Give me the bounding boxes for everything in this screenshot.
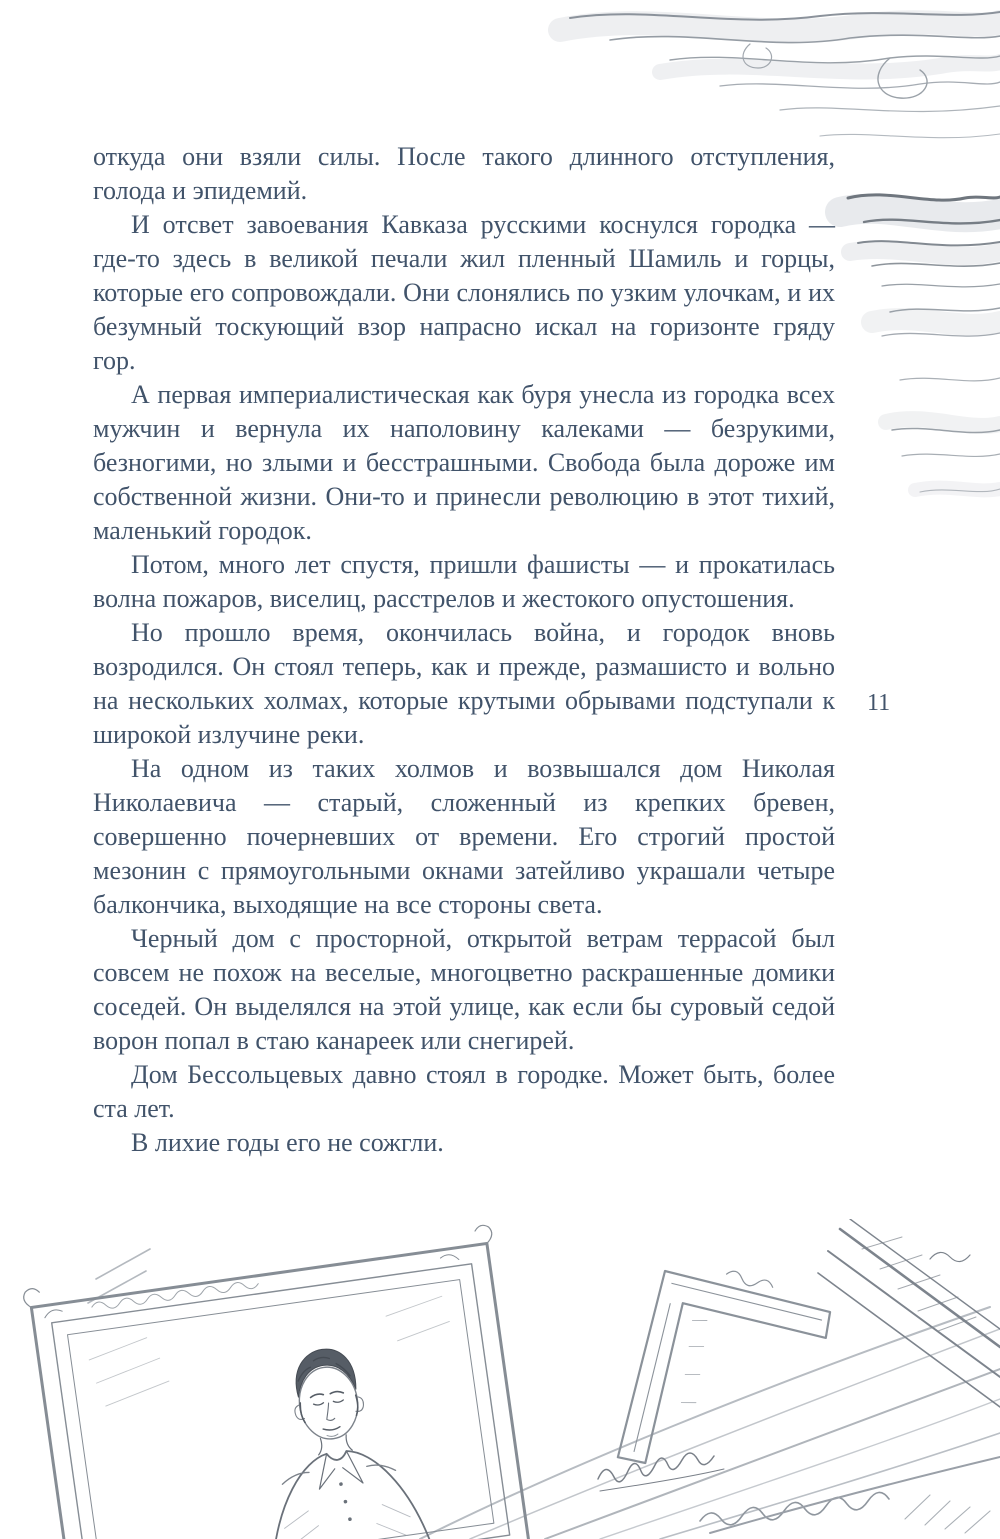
text-block xyxy=(93,140,835,1160)
picture-frames-sketch-illustration xyxy=(0,1219,1000,1539)
paragraph: Потом, много лет спустя, пришли фашисты — и прокатилась волна пожаров, виселиц, расстрелов и жестокого опустошения. xyxy=(93,550,835,613)
page-number: 11 xyxy=(867,690,891,716)
paragraph: Но прошло время, окончилась война, и городок вновь возродился. Он стоял теперь, как и прежде, размашисто и вольно на нескольких холмах, которые крутыми обрывами подступали к широкой излучине реки. xyxy=(93,618,835,749)
paragraph: А первая империалистическая как буря унесла из городка всех мужчин и вернула их наполовину калеками — безрукими, безногими, но злыми и бесстрашными. Свобода была дороже им собственной жизни. Они-то и принесли революцию в этот тихий, маленький городок. xyxy=(93,380,835,545)
paragraph: Черный дом с просторной, открытой ветрам террасой был совсем не похож на веселые, многоцветно раскрашенные домики соседей. Он выделялся на этой улице, как если бы суровый седой ворон попал в стаю канареек или снегирей. xyxy=(93,924,835,1055)
paragraph: откуда они взяли силы. После такого длинного отступления, голода и эпидемий. xyxy=(93,142,835,205)
paragraph: Дом Бессольцевых давно стоял в городке. Может быть, более ста лет. xyxy=(93,1060,835,1123)
paragraph: На одном из таких холмов и возвышался дом Николая Николаевича — старый, сложенный из крепких бревен, совершенно почерневших от времени. Его строгий простой мезонин с прямоугольными окнами затейливо украшали четыре балкончика, выходящие на все стороны света. xyxy=(93,754,835,919)
paragraph: И отсвет завоевания Кавказа русскими коснулся городка — где-то здесь в великой печали жил пленный Шамиль и горцы, которые его сопровождали. Они слонялись по узким улочкам, и их безумный тоскующий взор напрасно искал на горизонте гряду гор. xyxy=(93,210,835,375)
paragraph: В лихие годы его не сожгли. xyxy=(131,1128,444,1157)
